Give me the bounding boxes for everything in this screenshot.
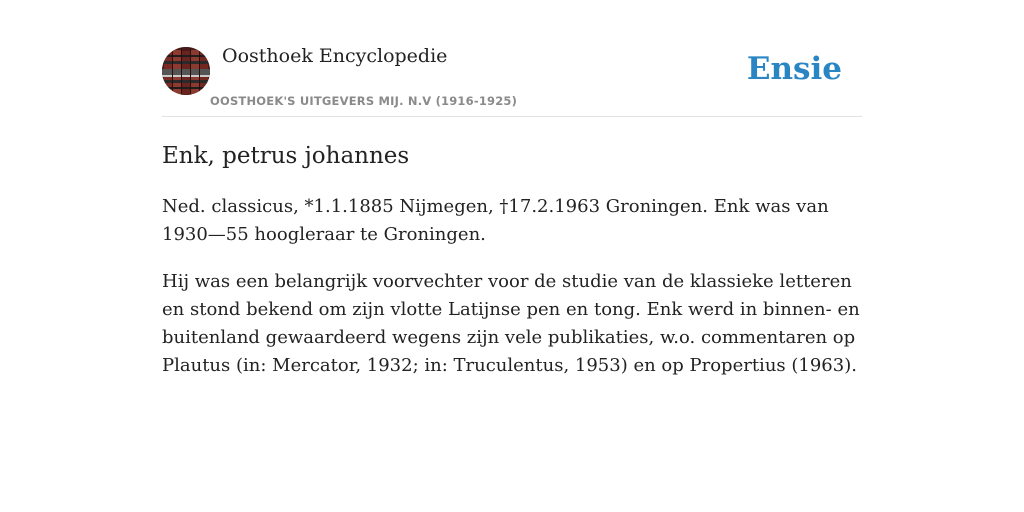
- source-title[interactable]: Oosthoek Encyclopedie: [222, 45, 448, 67]
- ensie-logo[interactable]: Ensie: [746, 51, 842, 87]
- source-subtitle: OOSTHOEK'S UITGEVERS MIJ. N.V (1916-1925): [210, 94, 518, 108]
- source-avatar[interactable]: [162, 47, 210, 95]
- article-title: Enk, petrus johannes: [162, 143, 410, 169]
- page-container: [162, 0, 862, 380]
- source-header: [162, 0, 862, 117]
- books-icon: [162, 47, 210, 95]
- article-paragraph: Ned. classicus, *1.1.1885 Nijmegen, †17.2.1963 Groningen. Enk was van 1930—55 hoogleraar te Groningen.: [162, 196, 829, 245]
- article-paragraph: Hij was een belangrijk voorvechter voor de studie van de klassieke letteren en stond bekend om zijn vlotte Latijnse pen en tong. Enk werd in binnen- en buitenland gewaardeerd wegens zijn vele publikaties, w.o. commentaren op Plautus (in: Mercator, 1932; in: Truculentus, 1953) en op Propertius (1963).: [162, 271, 860, 376]
